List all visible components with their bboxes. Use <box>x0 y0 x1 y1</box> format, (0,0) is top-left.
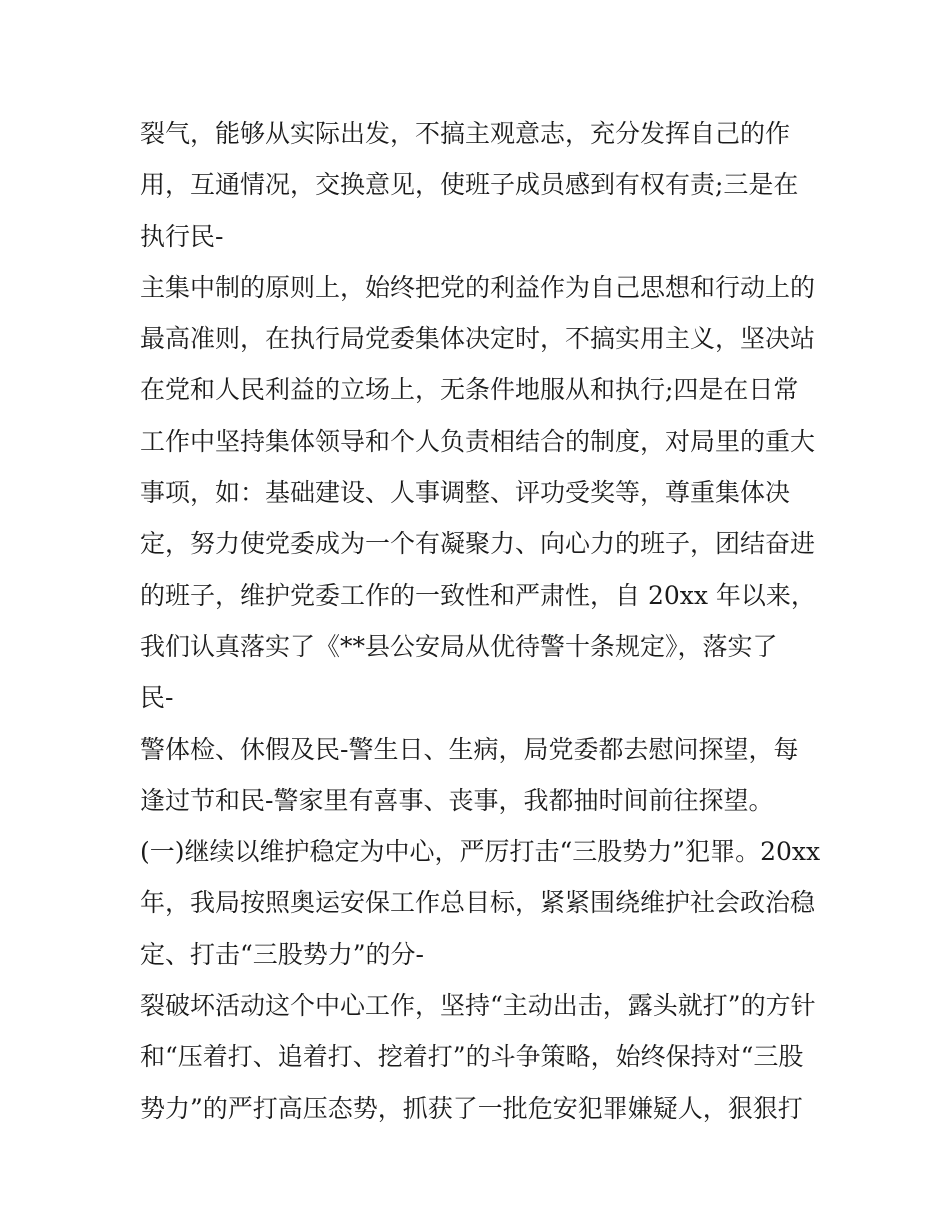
text-line: 年，我局按照奥运安保工作总目标，紧紧围绕维护社会政治稳 <box>140 888 816 918</box>
text-line: 事项，如：基础建设、人事调整、评功受奖等，尊重集体决 <box>140 478 791 508</box>
text-line: 执行民- <box>140 221 224 251</box>
text-line: 裂气，能够从实际出发，不搞主观意志，充分发挥自己的作 <box>140 119 791 148</box>
text-line: 裂破坏活动这个中心工作，坚持“主动出击，露头就打”的方针 <box>140 991 816 1021</box>
text-line: 我们认真落实了《**县公安局从优待警十条规定》，落实了 <box>140 631 778 661</box>
text-line: 定，努力使党委成为一个有凝聚力、向心力的班子，团结奋进 <box>140 529 816 559</box>
document-body <box>140 108 840 1134</box>
text-line: 最高准则，在执行局党委集体决定时，不搞实用主义，坚决站 <box>140 324 816 354</box>
text-line: 的班子，维护党委工作的一致性和严肃性，自 20xx 年以来， <box>140 580 816 610</box>
text-line: 工作中坚持集体领导和个人负责相结合的制度，对局里的重大 <box>140 426 816 456</box>
text-line: 定、打击“三股势力”的分- <box>140 939 425 969</box>
text-line: 主集中制的原则上，始终把党的利益作为自己思想和行动上的 <box>140 272 816 302</box>
text-line: 用，互通情况，交换意见，使班子成员感到有权有责;三是在 <box>140 170 799 200</box>
text-line: 势力”的严打高压态势，抓获了一批危安犯罪嫌疑人，狠狠打 <box>140 1093 803 1123</box>
text-line: 警体检、休假及民-警生日、生病，局党委都去慰问探望，每 <box>140 734 799 764</box>
text-line: 和“压着打、追着打、挖着打”的斗争策略，始终保持对“三股 <box>140 1042 804 1072</box>
text-line: 民- <box>140 683 174 713</box>
text-line: 逢过节和民-警家里有喜事、丧事，我都抽时间前往探望。 <box>140 785 774 815</box>
text-line: (一)继续以维护稳定为中心，严厉打击“三股势力”犯罪。20xx <box>140 837 821 867</box>
text-line: 在党和人民利益的立场上，无条件地服从和执行;四是在日常 <box>140 375 799 405</box>
